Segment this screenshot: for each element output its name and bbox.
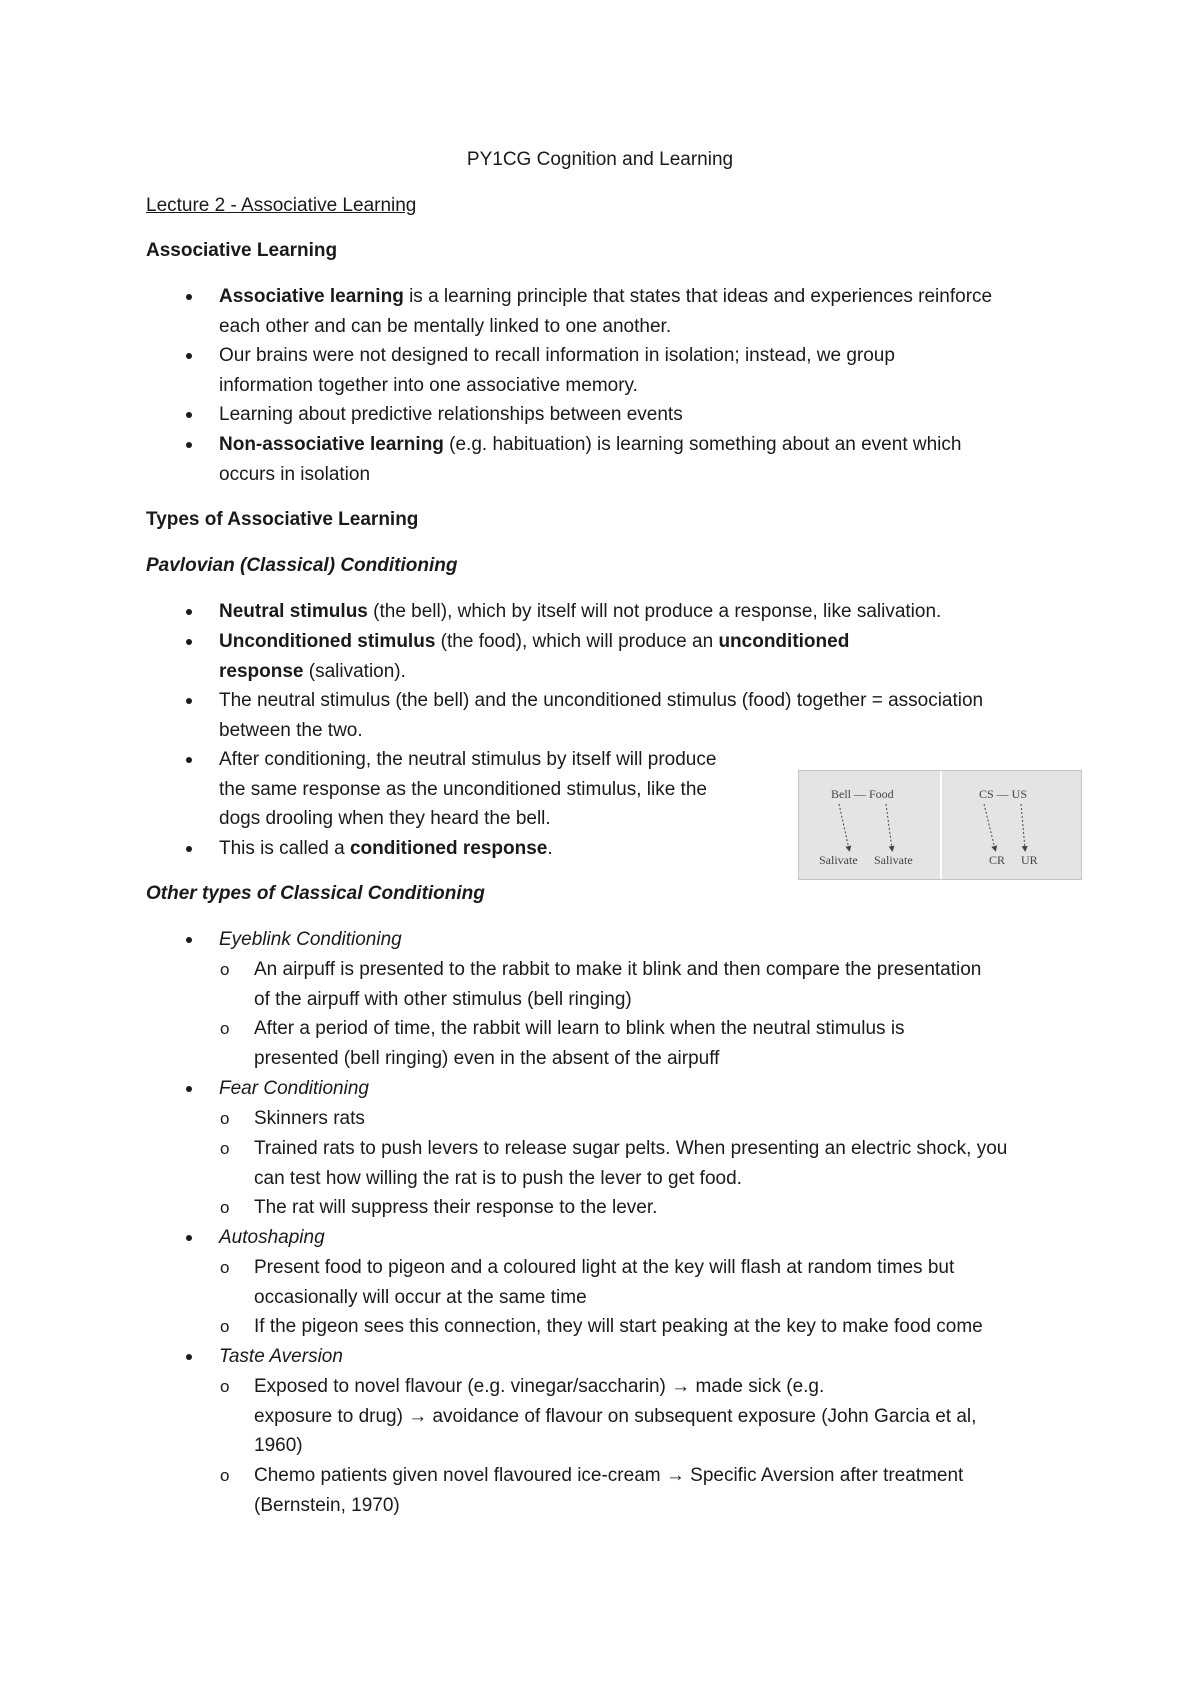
- bullet-icon: [186, 609, 192, 615]
- subheading-pavlovian: Pavlovian (Classical) Conditioning: [146, 555, 458, 576]
- bullet-icon: [186, 757, 192, 763]
- sub-list-item: [220, 955, 1084, 1014]
- term-conditioned-response: conditioned response: [349, 838, 548, 859]
- list-item-text: After a period of time, the rabbit will learn to blink when the neutral stimulus is: [254, 1018, 905, 1039]
- figure-label-salivate-2: Salivate: [874, 853, 913, 867]
- bullet-icon: [186, 1354, 192, 1360]
- list-item-text: of the airpuff with other stimulus (bell ringing): [254, 988, 632, 1010]
- bullet-icon: [186, 698, 192, 704]
- circle-bullet-icon: o: [220, 1466, 230, 1485]
- list-item-text: Present food to pigeon and a coloured light at the key will flash at random times but: [254, 1257, 955, 1278]
- list-item-text: .: [547, 838, 553, 859]
- sub-list-item: [220, 1253, 1084, 1312]
- bullet-icon: [186, 412, 192, 418]
- list-item-text: Our brains were not designed to recall information in isolation; instead, we group: [219, 345, 895, 366]
- list-item-text: (the bell), which by itself will not produce a response, like salivation.: [367, 601, 942, 622]
- list-item-text: 1960): [254, 1435, 303, 1456]
- list-item-text: Chemo patients given novel flavoured ice-cream → Specific Aversion after treatment: [254, 1465, 964, 1486]
- list-item-text: is a learning principle that states that ideas and experiences reinforce: [403, 286, 993, 307]
- list-item: [219, 686, 1079, 745]
- list-item-text: If the pigeon sees this connection, they will start peaking at the key to make food come: [254, 1316, 983, 1337]
- list-item-text: An airpuff is presented to the rabbit to make it blink and then compare the presentation: [254, 959, 982, 980]
- conditioning-diagram: [798, 770, 1082, 880]
- list-item-text: Exposed to novel flavour (e.g. vinegar/saccharin) → made sick (e.g.: [254, 1376, 825, 1397]
- figure-label-cr: CR: [989, 853, 1006, 867]
- list-item-text: (the food), which will produce an: [435, 631, 719, 652]
- list-item-text: the same response as the unconditioned stimulus, like the: [219, 778, 707, 800]
- list-item-fear: [219, 1074, 1079, 1104]
- term-non-associative-learning: Non-associative learning: [219, 434, 444, 455]
- bullet-icon: [186, 846, 192, 852]
- term-response: response: [219, 660, 304, 682]
- list-item-text: can test how willing the rat is to push the lever to get food.: [254, 1167, 742, 1189]
- list-item-title: Taste Aversion: [219, 1346, 343, 1367]
- list-item-autoshaping: [219, 1223, 1079, 1253]
- circle-bullet-icon: o: [220, 1139, 230, 1158]
- list-item: [219, 282, 1079, 341]
- list-item-text: occurs in isolation: [219, 463, 371, 485]
- sub-list-item: [220, 1312, 1084, 1342]
- list-item-text: presented (bell ringing) even in the absent of the airpuff: [254, 1047, 720, 1069]
- list-item-title: Autoshaping: [219, 1227, 325, 1248]
- subheading-other-types: Other types of Classical Conditioning: [146, 883, 485, 904]
- list-item-text: Learning about predictive relationships between events: [219, 404, 683, 425]
- list-item-text: Skinners rats: [254, 1108, 365, 1129]
- list-item: [219, 834, 779, 864]
- figure-divider: [940, 771, 942, 879]
- list-item-text: each other and can be mentally linked to one another.: [219, 315, 672, 337]
- list-item-text: (e.g. habituation) is learning something about an event which: [443, 434, 962, 455]
- term-unconditioned-stimulus: Unconditioned stimulus: [219, 631, 436, 652]
- list-item-text: between the two.: [219, 719, 363, 741]
- list-item-text: This is called a: [219, 838, 350, 859]
- circle-bullet-icon: o: [220, 1198, 230, 1217]
- sub-list-item: [220, 1461, 1084, 1520]
- arrow-food-salivate: [886, 804, 892, 849]
- lecture-heading: Lecture 2 - Associative Learning: [146, 195, 417, 216]
- list-item-text: (Bernstein, 1970): [254, 1494, 400, 1516]
- figure-label-bell-food: Bell — Food: [831, 787, 894, 801]
- list-item: [219, 745, 779, 834]
- figure-label-cs-us: CS — US: [979, 787, 1028, 801]
- circle-bullet-icon: o: [220, 960, 230, 979]
- list-item-text: The rat will suppress their response to the lever.: [254, 1197, 658, 1218]
- arrow-us-ur: [1021, 804, 1025, 849]
- section-heading-types: Types of Associative Learning: [146, 509, 419, 530]
- arrow-cs-cr: [984, 804, 995, 849]
- document-title: PY1CG Cognition and Learning: [466, 149, 734, 170]
- circle-bullet-icon: o: [220, 1317, 230, 1336]
- bullet-icon: [186, 294, 192, 300]
- sub-list-item: [220, 1372, 1084, 1461]
- bullet-icon: [186, 353, 192, 359]
- sub-list-item: [220, 1193, 1084, 1223]
- list-item-text: After conditioning, the neutral stimulus by itself will produce: [219, 749, 717, 770]
- arrow-bell-salivate: [839, 804, 849, 849]
- list-item-text: information together into one associative memory.: [219, 374, 638, 396]
- figure-label-salivate-1: Salivate: [819, 853, 858, 867]
- sub-list-item: [220, 1134, 1084, 1193]
- list-item: [219, 597, 1079, 627]
- circle-bullet-icon: o: [220, 1258, 230, 1277]
- list-item-text: (salivation).: [303, 660, 406, 682]
- list-item: [219, 430, 1079, 489]
- list-item-taste-aversion: [219, 1342, 1079, 1372]
- list-item-text: dogs drooling when they heard the bell.: [219, 808, 551, 829]
- list-item-text: exposure to drug) → avoidance of flavour on subsequent exposure (John Garcia et al,: [254, 1405, 977, 1427]
- bullet-icon: [186, 1235, 192, 1241]
- term-associative-learning: Associative learning: [219, 286, 404, 307]
- list-item: [219, 627, 1079, 686]
- list-item: [219, 400, 1079, 430]
- term-neutral-stimulus: Neutral stimulus: [219, 601, 368, 622]
- bullet-icon: [186, 639, 192, 645]
- list-item-eyeblink: [219, 925, 1079, 955]
- section-heading-associative-learning: Associative Learning: [146, 240, 338, 261]
- circle-bullet-icon: o: [220, 1019, 230, 1038]
- bullet-icon: [186, 1086, 192, 1092]
- list-item-text: Trained rats to push levers to release sugar pelts. When presenting an electric shock, you: [254, 1138, 1008, 1159]
- sub-list-item: [220, 1014, 1084, 1073]
- bullet-icon: [186, 937, 192, 943]
- figure-label-ur: UR: [1021, 853, 1038, 867]
- circle-bullet-icon: o: [220, 1377, 230, 1396]
- sub-list-item: [220, 1104, 1084, 1134]
- list-item-title: Eyeblink Conditioning: [219, 929, 402, 950]
- list-item-text: occasionally will occur at the same time: [254, 1286, 587, 1308]
- list-item: [219, 341, 1079, 400]
- list-item-title: Fear Conditioning: [219, 1078, 369, 1099]
- bullet-icon: [186, 442, 192, 448]
- circle-bullet-icon: o: [220, 1109, 230, 1128]
- term-unconditioned: unconditioned: [718, 631, 850, 652]
- list-item-text: The neutral stimulus (the bell) and the unconditioned stimulus (food) together = association: [219, 690, 984, 711]
